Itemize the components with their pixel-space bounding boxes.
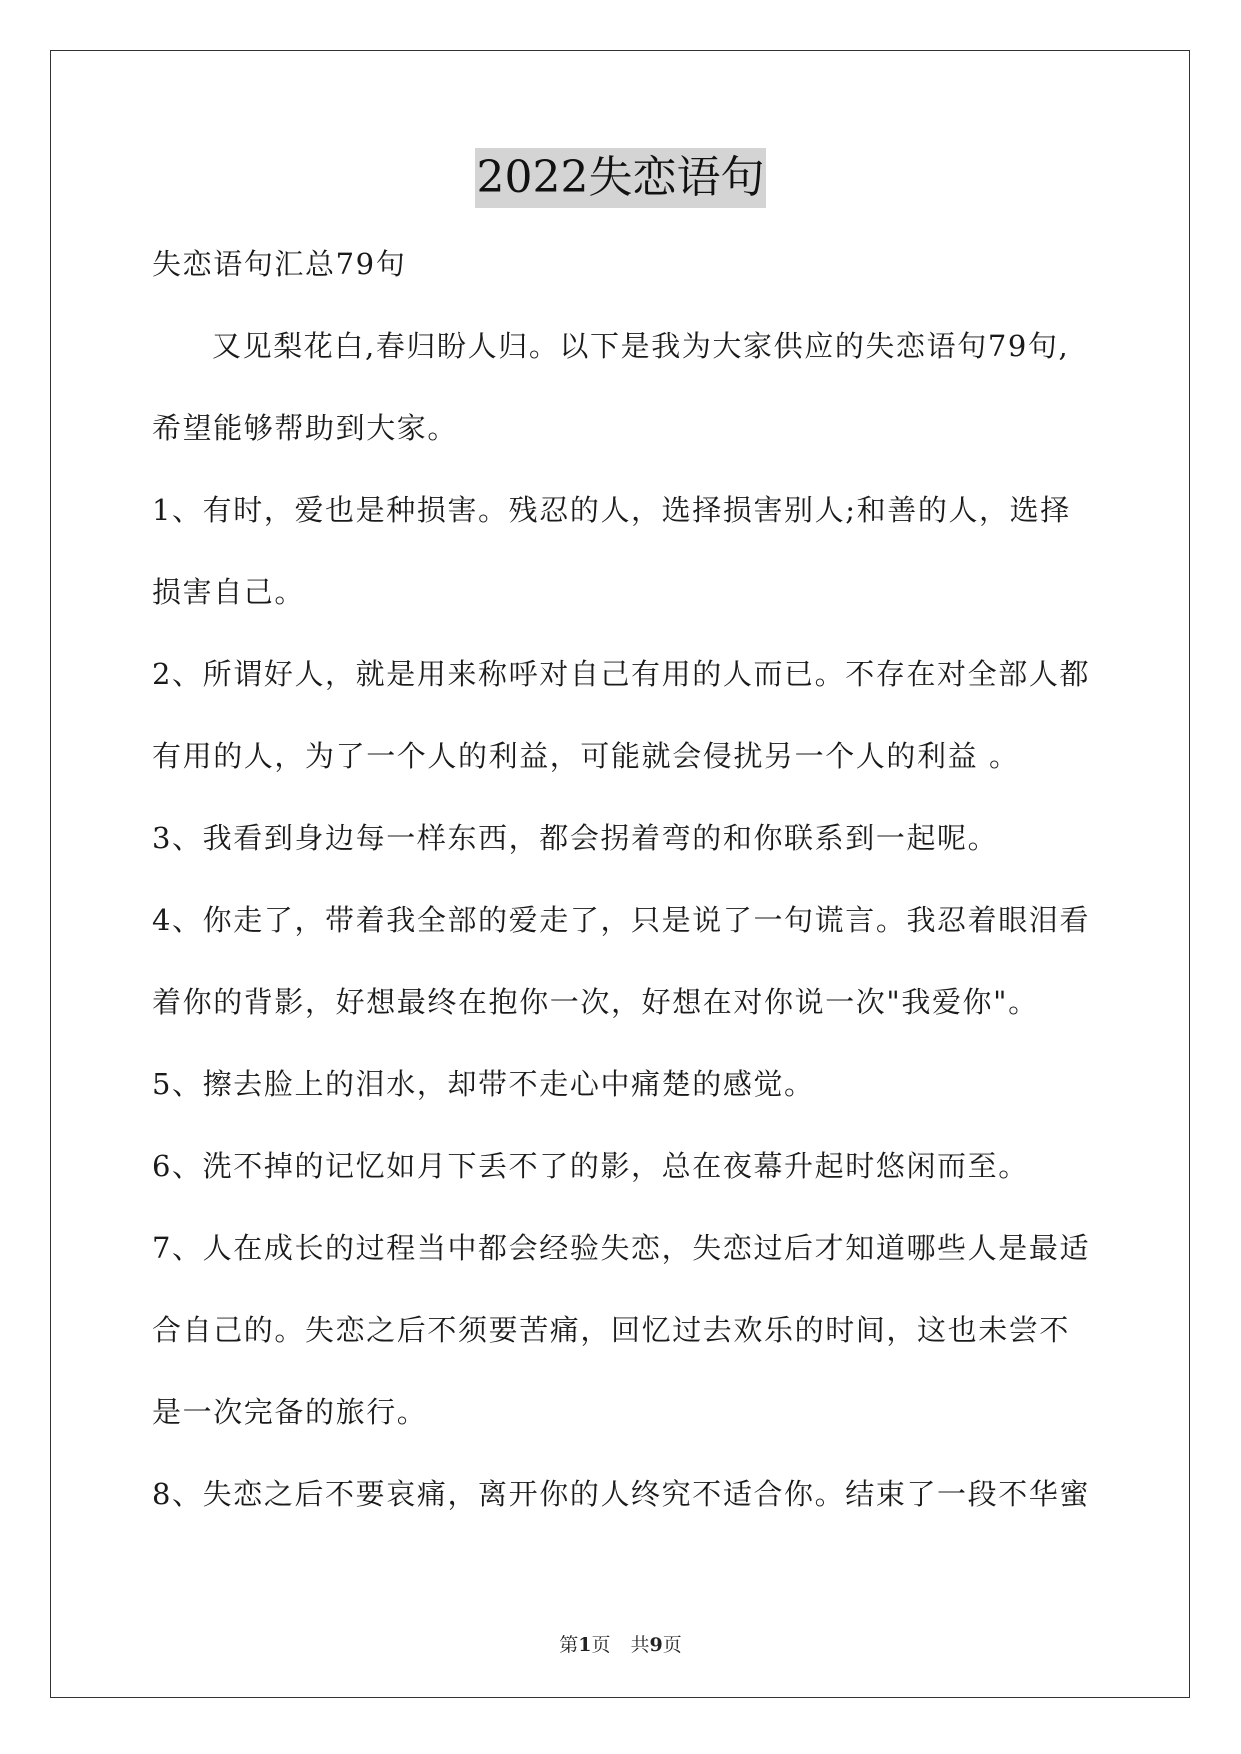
document-body	[152, 223, 1092, 1535]
footer-prefix: 第	[559, 1634, 579, 1656]
body-line: 着你的背影，好想最终在抱你一次，好想在对你说一次"我爱你"。	[152, 985, 1039, 1019]
body-line: 又见梨花白,春归盼人归。以下是我为大家供应的失恋语句79句,	[212, 329, 1070, 363]
body-line: 1、有时，爱也是种损害。残忍的人，选择损害别人;和善的人，选择	[152, 493, 1071, 527]
current-page-number: 1	[578, 1634, 592, 1656]
body-line: 希望能够帮助到大家。	[152, 411, 459, 445]
body-line: 8、失恋之后不要哀痛，离开你的人终究不适合你。结束了一段不华蜜	[152, 1477, 1091, 1511]
body-line: 6、洗不掉的记忆如月下丢不了的影，总在夜幕升起时悠闲而至。	[152, 1149, 1029, 1183]
title-container	[0, 148, 1241, 208]
body-line: 失恋语句汇总79句	[152, 247, 407, 281]
page-footer	[0, 1630, 1241, 1657]
body-line: 2、所谓好人，就是用来称呼对自己有用的人而已。不存在对全部人都	[152, 657, 1091, 691]
footer-total-prefix: 共	[630, 1634, 650, 1656]
document-title: 2022失恋语句	[475, 148, 767, 208]
body-line: 合自己的。失恋之后不须要苦痛，回忆过去欢乐的时间，这也未尝不	[152, 1313, 1071, 1347]
body-line: 4、你走了，带着我全部的爱走了，只是说了一句谎言。我忍着眼泪看	[152, 903, 1091, 937]
body-line: 5、擦去脸上的泪水，却带不走心中痛楚的感觉。	[152, 1067, 815, 1101]
body-line: 7、人在成长的过程当中都会经验失恋，失恋过后才知道哪些人是最适	[152, 1231, 1091, 1265]
body-line: 3、我看到身边每一样东西，都会拐着弯的和你联系到一起呢。	[152, 821, 999, 855]
total-pages-number: 9	[649, 1634, 663, 1656]
body-line: 有用的人，为了一个人的利益，可能就会侵扰另一个人的利益 。	[152, 739, 1020, 773]
body-line: 是一次完备的旅行。	[152, 1395, 428, 1429]
footer-page-suffix: 页	[591, 1634, 611, 1656]
footer-total-suffix: 页	[662, 1634, 682, 1656]
body-line: 损害自己。	[152, 575, 306, 609]
